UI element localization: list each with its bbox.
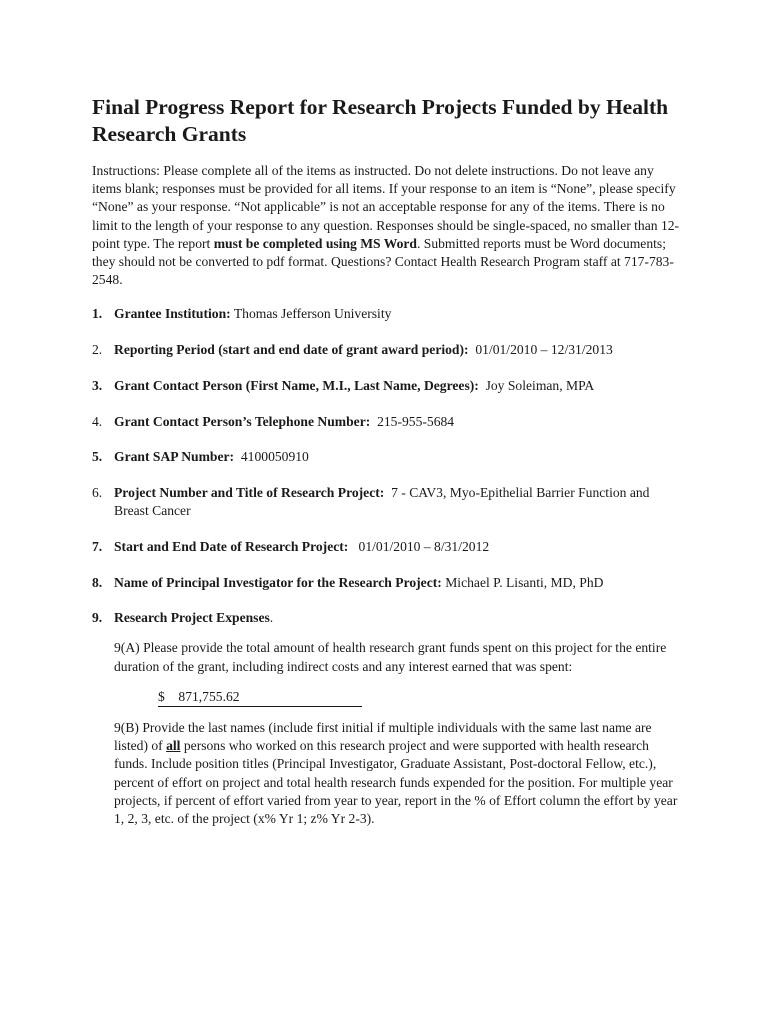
item-value: Michael P. Lisanti, MD, PhD: [445, 574, 604, 590]
item-number: 4.: [92, 413, 103, 429]
item-project-number-title: [92, 484, 680, 520]
item-contact-telephone: [92, 413, 680, 431]
item-number: 1.: [92, 306, 103, 322]
item-value: 7 - CAV3, Myo-Epithelial Barrier Function and Breast Cancer: [114, 484, 650, 519]
item-number: 8.: [92, 574, 103, 590]
item-number: 2.: [92, 342, 103, 358]
item-label: Name of Principal Investigator for the Research Project:: [114, 574, 442, 590]
instructions-text-1: Instructions: Please complete all of the items as instructed. Do not delete instructions. Do not leave any items blank; responses must be provided for all items. If your response to an item is “None”, please specify “None” as your response. “Not applicable” is not an acceptable response for any of the items. There is no limit to the length of your response to any question. Responses should be single-spaced, no smaller than 12-point type. The report: [92, 163, 680, 251]
item-value: 215-955-5684: [377, 413, 455, 429]
item-reporting-period: [92, 341, 680, 359]
section-9b-text: [92, 719, 680, 828]
total-expenses-amount: $ 871,755.62: [158, 688, 362, 707]
item-label: Grant Contact Person’s Telephone Number:: [114, 413, 371, 429]
item-grant-sap-number: [92, 448, 680, 466]
item-research-expenses: [92, 609, 680, 627]
document-page: [92, 94, 680, 840]
item-value: 4100050910: [240, 449, 309, 465]
item-principal-investigator: [92, 574, 680, 592]
section-9b-all-emphasis: all: [166, 738, 181, 754]
document-title: Final Progress Report for Research Projects Funded by Health Research Grants: [92, 95, 669, 146]
item-label: Grant Contact Person (First Name, M.I., Last Name, Degrees):: [114, 377, 479, 393]
item-label: Grantee Institution:: [114, 306, 231, 322]
item-project-dates: [92, 538, 680, 556]
item-number: 3.: [92, 377, 103, 393]
item-number: 7.: [92, 538, 103, 554]
instructions-text-2: . Submitted reports must be Word documents; they should not be converted to pdf format. Questions? Contact Health Research Program staff at 717-783-2548.: [92, 235, 674, 288]
item-value: .: [269, 610, 274, 626]
item-number: 9.: [92, 610, 103, 626]
instructions-paragraph: [92, 162, 680, 289]
item-grant-contact-person: [92, 377, 680, 395]
section-9b-text-2: persons who worked on this research project and were supported with health research funds. Include position titles (Principal Investigator, Graduate Assistant, Post-doctoral Fellow, etc.), percent of effort on project and total health research funds expended for the position. For multiple year projects, if percent of effort varied from year to year, report in the % of Effort column the effort by year 1, 2, 3, etc. of the project (x% Yr 1; z% Yr 2-3).: [114, 738, 678, 827]
item-value: Joy Soleiman, MPA: [485, 377, 595, 393]
item-number: 6.: [92, 484, 103, 500]
item-value: 01/01/2010 – 12/31/2013: [475, 342, 613, 358]
item-label: Start and End Date of Research Project:: [114, 538, 349, 554]
item-label: Grant SAP Number:: [114, 449, 235, 465]
item-grantee-institution: [92, 305, 680, 323]
item-label: Research Project Expenses: [114, 610, 270, 626]
item-label: Reporting Period (start and end date of grant award period):: [114, 342, 469, 358]
section-9b-text-1: 9(B) Provide the last names (include first initial if multiple individuals with the same last name are listed) of: [114, 720, 652, 754]
item-value: Thomas Jefferson University: [233, 306, 392, 322]
instructions-bold-ms-word: must be completed using MS Word: [213, 235, 417, 251]
item-label: Project Number and Title of Research Project:: [114, 484, 385, 500]
item-value: 01/01/2010 – 8/31/2012: [358, 538, 490, 554]
section-9a-text: 9(A) Please provide the total amount of health research grant funds spent on this project for the entire duration of the grant, including indirect costs and any interest earned that was spent:: [114, 640, 667, 674]
item-number: 5.: [92, 449, 103, 465]
